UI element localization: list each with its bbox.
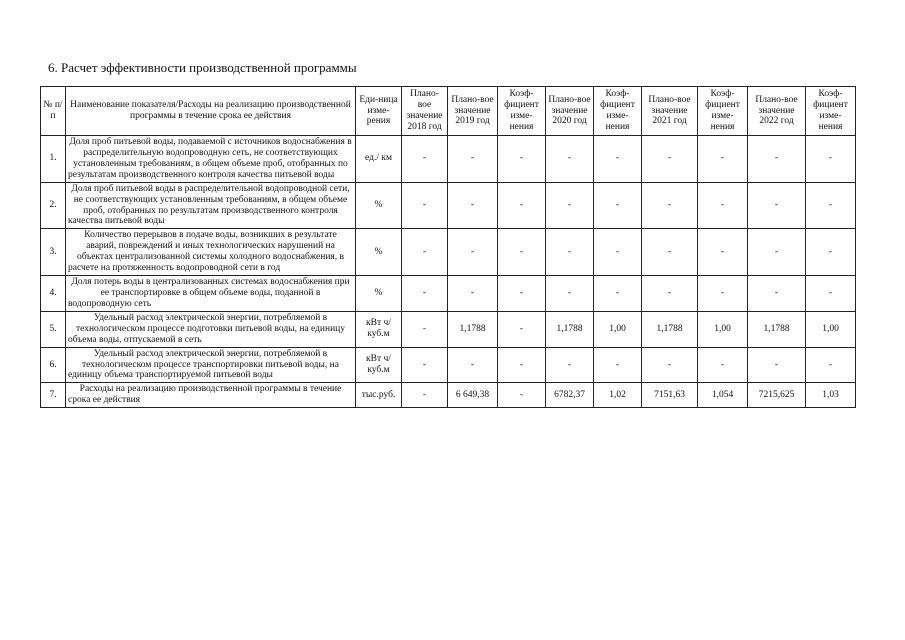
- row-coef-2019: -: [498, 136, 546, 183]
- row-plan-2022: -: [748, 347, 806, 383]
- row-plan-2022: 7215,625: [748, 383, 806, 408]
- table-header-row: [41, 87, 856, 136]
- row-plan-2021: -: [642, 182, 698, 229]
- table-row: [41, 347, 856, 383]
- row-plan-2019: 1,1788: [448, 311, 498, 347]
- header-coef-2019: Коэф-фициент изме-нения: [498, 87, 546, 136]
- row-number: 6.: [41, 347, 66, 383]
- row-coef-2022: 1,00: [806, 311, 856, 347]
- header-plan-2021: Плано-вое значение 2021 год: [642, 87, 698, 136]
- row-coef-2020: -: [594, 229, 642, 276]
- row-plan-2019: 6 649,38: [448, 383, 498, 408]
- row-coef-2020: -: [594, 276, 642, 312]
- table-row: [41, 136, 856, 183]
- row-plan-2018: -: [402, 276, 448, 312]
- row-plan-2019: -: [448, 182, 498, 229]
- row-unit: кВт ч/куб.м: [356, 347, 402, 383]
- row-coef-2019: -: [498, 182, 546, 229]
- row-unit: %: [356, 182, 402, 229]
- row-indicator-name: Количество перерывов в подаче воды, возникших в результате аварий, повреждений и иных технологических нарушений на объектах централизованной системы холодного водоснабжения, в расчете на протяженность водопроводной сети в год: [66, 229, 356, 276]
- section-title: 6. Расчет эффективности производственной программы: [48, 60, 357, 75]
- row-plan-2020: 1,1788: [546, 311, 594, 347]
- row-plan-2021: -: [642, 276, 698, 312]
- row-coef-2022: -: [806, 182, 856, 229]
- row-plan-2022: -: [748, 182, 806, 229]
- row-plan-2020: -: [546, 276, 594, 312]
- table-row: [41, 276, 856, 312]
- header-coef-2021: Коэф-фициент изме-нения: [698, 87, 748, 136]
- row-plan-2018: -: [402, 229, 448, 276]
- header-plan-2022: Плано-вое значение 2022 год: [748, 87, 806, 136]
- row-plan-2020: -: [546, 136, 594, 183]
- table-row: [41, 383, 856, 408]
- row-number: 4.: [41, 276, 66, 312]
- row-plan-2019: -: [448, 229, 498, 276]
- row-number: 3.: [41, 229, 66, 276]
- header-plan-2020: Плано-вое значение 2020 год: [546, 87, 594, 136]
- row-plan-2020: -: [546, 347, 594, 383]
- row-coef-2021: 1,00: [698, 311, 748, 347]
- row-unit: %: [356, 276, 402, 312]
- row-coef-2019: -: [498, 276, 546, 312]
- row-coef-2020: -: [594, 182, 642, 229]
- row-coef-2019: -: [498, 311, 546, 347]
- row-coef-2021: -: [698, 347, 748, 383]
- table-row: [41, 229, 856, 276]
- row-number: 1.: [41, 136, 66, 183]
- table-row: [41, 182, 856, 229]
- row-plan-2019: -: [448, 276, 498, 312]
- header-plan-2018: Плано-вое значение 2018 год: [402, 87, 448, 136]
- row-unit: ед./ км: [356, 136, 402, 183]
- row-coef-2021: -: [698, 136, 748, 183]
- row-coef-2019: -: [498, 347, 546, 383]
- row-coef-2021: -: [698, 182, 748, 229]
- row-unit: тыс.руб.: [356, 383, 402, 408]
- row-coef-2022: -: [806, 347, 856, 383]
- row-indicator-name: Доля проб питьевой воды, подаваемой с источников водоснабжения в распределительную водопроводную сеть, не соответствующих установленным требованиям, в общем объеме проб, отобранных по результатам производственного контроля качества питьевой воды: [66, 136, 356, 183]
- row-coef-2022: 1,03: [806, 383, 856, 408]
- row-coef-2021: -: [698, 229, 748, 276]
- row-plan-2020: 6782,37: [546, 383, 594, 408]
- efficiency-table: [40, 86, 856, 408]
- row-coef-2020: 1,02: [594, 383, 642, 408]
- header-plan-2019: Плано-вое значение 2019 год: [448, 87, 498, 136]
- row-plan-2018: -: [402, 136, 448, 183]
- row-indicator-name: Доля потерь воды в централизованных системах водоснабжения при ее транспортировке в общем объеме воды, поданной в водопроводную сеть: [66, 276, 356, 312]
- row-plan-2020: -: [546, 182, 594, 229]
- row-plan-2018: -: [402, 347, 448, 383]
- header-indicator-name: Наименование показателя/Расходы на реализацию производственной программы в течение срока ее действия: [66, 87, 356, 136]
- row-plan-2018: -: [402, 311, 448, 347]
- row-coef-2019: -: [498, 383, 546, 408]
- table-row: [41, 311, 856, 347]
- row-coef-2021: -: [698, 276, 748, 312]
- row-plan-2022: 1,1788: [748, 311, 806, 347]
- header-num: № п/п: [41, 87, 66, 136]
- row-coef-2020: 1,00: [594, 311, 642, 347]
- row-plan-2020: -: [546, 229, 594, 276]
- row-plan-2018: -: [402, 383, 448, 408]
- row-plan-2022: -: [748, 276, 806, 312]
- row-coef-2022: -: [806, 136, 856, 183]
- row-coef-2022: -: [806, 276, 856, 312]
- row-coef-2020: -: [594, 347, 642, 383]
- row-plan-2021: 7151,63: [642, 383, 698, 408]
- row-plan-2019: -: [448, 136, 498, 183]
- row-plan-2022: -: [748, 229, 806, 276]
- row-indicator-name: Удельный расход электрической энергии, потребляемой в технологическом процессе транспортировки питьевой воды, на единицу объема транспортируемой питьевой воды: [66, 347, 356, 383]
- row-coef-2019: -: [498, 229, 546, 276]
- row-coef-2022: -: [806, 229, 856, 276]
- row-indicator-name: Расходы на реализацию производственной программы в течение срока ее действия: [66, 383, 356, 408]
- row-plan-2018: -: [402, 182, 448, 229]
- row-coef-2021: 1,054: [698, 383, 748, 408]
- row-indicator-name: Доля проб питьевой воды в распределительной водопроводной сети, не соответствующих установленным требованиям, в общем объеме проб, отобранных по результатам производственного контроля качества питьевой воды: [66, 182, 356, 229]
- row-indicator-name: Удельный расход электрической энергии, потребляемой в технологическом процессе подготовки питьевой воды, на единицу объема воды, отпускаемой в сеть: [66, 311, 356, 347]
- row-number: 5.: [41, 311, 66, 347]
- row-plan-2021: -: [642, 229, 698, 276]
- row-plan-2021: 1,1788: [642, 311, 698, 347]
- row-plan-2021: -: [642, 347, 698, 383]
- row-number: 7.: [41, 383, 66, 408]
- row-plan-2019: -: [448, 347, 498, 383]
- header-coef-2020: Коэф-фициент изме-нения: [594, 87, 642, 136]
- row-unit: %: [356, 229, 402, 276]
- row-plan-2022: -: [748, 136, 806, 183]
- header-unit: Еди-ница изме-рения: [356, 87, 402, 136]
- row-number: 2.: [41, 182, 66, 229]
- row-coef-2020: -: [594, 136, 642, 183]
- header-coef-2022: Коэф-фициент изме-нения: [806, 87, 856, 136]
- row-plan-2021: -: [642, 136, 698, 183]
- row-unit: кВт ч/куб.м: [356, 311, 402, 347]
